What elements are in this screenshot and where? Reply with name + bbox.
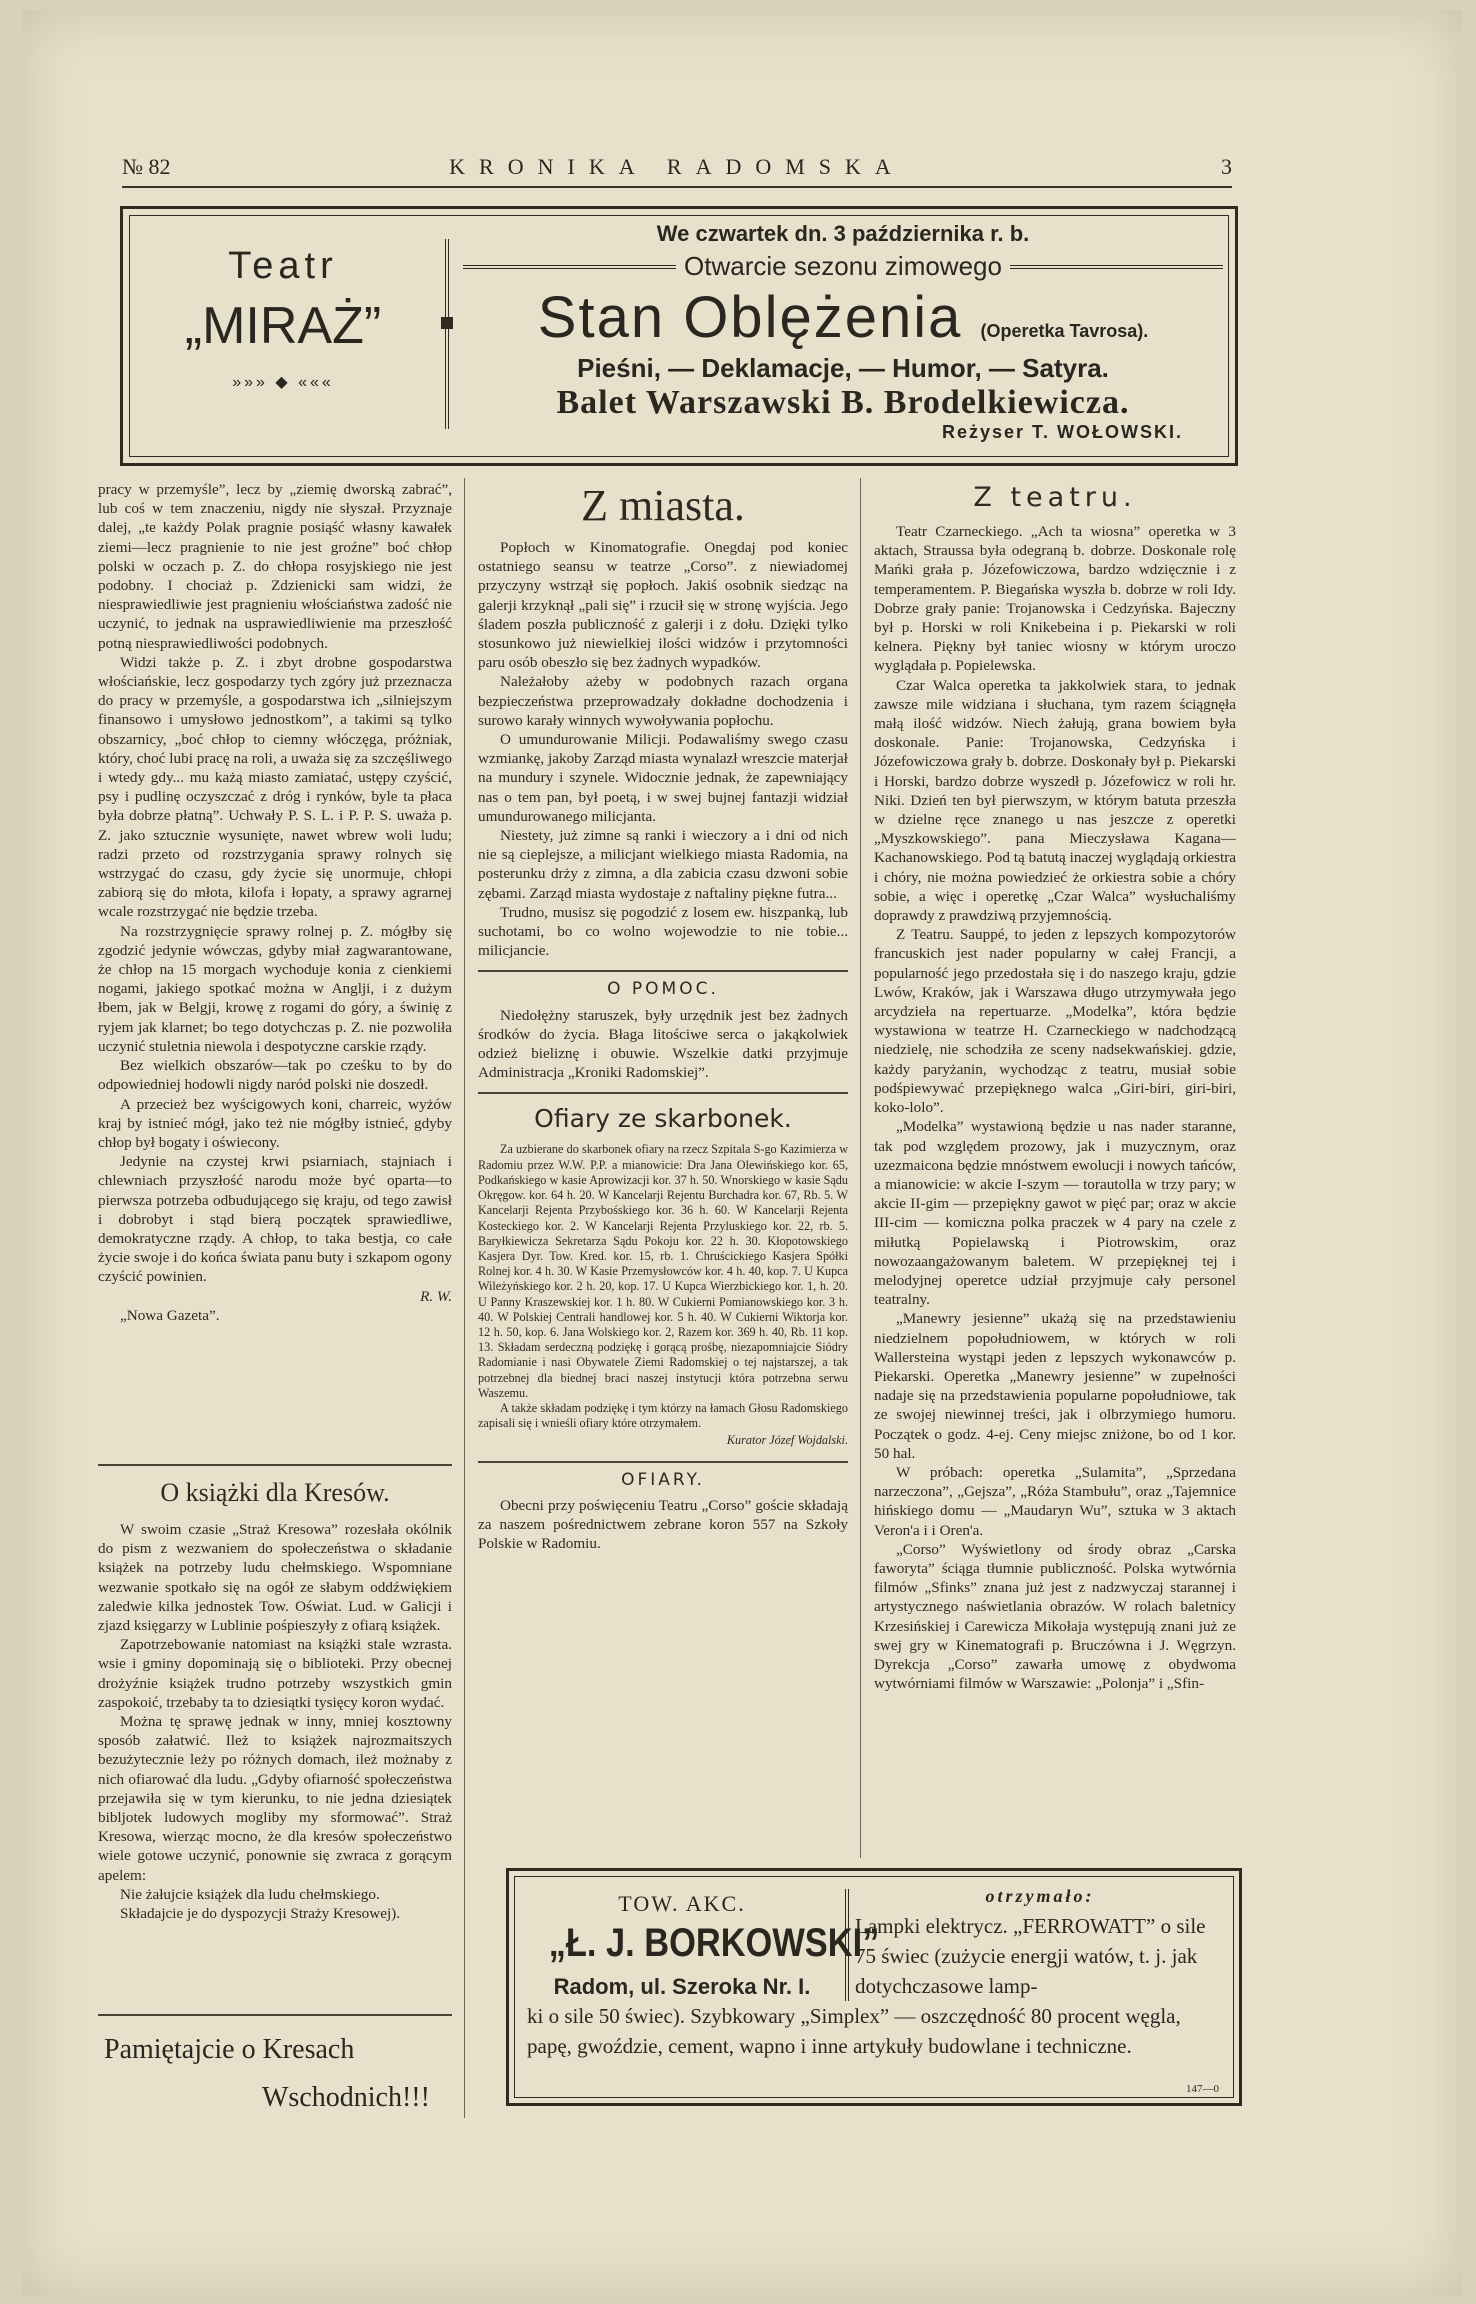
help-title: O POMOC. xyxy=(607,979,719,1000)
page-header xyxy=(122,150,1232,188)
paragraph: Z Teatru. Sauppé, to jeden z lepszych kompozytorów francuskich jest nader popularny w całej Francji, a popularność jego przedostała się i do naszego kraju, gdzie Lwów, Kraków, jak i Warszawa długo utrzymywała jego arcydzieła na repertuarze. „Modelka”, która będzie wystawiona w teatrze H. Czarneckiego w nadchodzącą niedzielę, nie schodziła ze sceny nadsekwańskiej. gdzie, każdy paryżanin, wychodząc z teatru, musiał sobie podśpiewywać przepięknego walca „Giri-biri, giri-biri, koko-lolo”. xyxy=(874,926,1236,1117)
ad-ballet: Balet Warszawski B. Brodelkiewicza. xyxy=(556,384,1130,421)
city-title: Z miasta. xyxy=(581,481,745,530)
ad-miraz-label: „MIRAŻ” xyxy=(184,297,382,355)
ad-teatr-label: Teatr xyxy=(228,245,338,287)
paragraph: Można tę sprawę jednak w inny, mniej kosztowny sposób załatwić. Ileż to książek najrozmaitszych bezużytecznie leży po różnych domach, ileż możnaby z nich ofiarować dla ludu. „Gdyby ofiarność społeczeństwa przejawiła się w tym kierunku, to nie jedna dziesiątek bibljotek ludowych mogliby my sformować”. Straż Kresowa, wierząc mocno, że dla kresów społeczeństwo wiele gotowe uczynić, ponownie się zwraca z gorącym apelem: xyxy=(98,1713,452,1884)
ad-director: Reżyser T. WOŁOWSKI. xyxy=(941,422,1183,442)
paragraph: W swoim czasie „Straż Kresowa” rozesłała okólnik do pism z wezwaniem do społeczeństwa o składanie książek na potrzeby ludu chełmskiego. Wspomniane wezwanie spotkało się na ogół ze słabym oddźwiękiem zaledwie kilka jednostek Tow. Oświat. Lud. w Galicji i zjazd księgarzy w Lublinie pośpieszyły z ofiarą książek. xyxy=(98,1521,452,1635)
ad-opening: Otwarcie sezonu zimowego xyxy=(684,251,1002,281)
borkowski-text-cont: ki o sile 50 świec). Szybkowary „Simplex” — oszczędność 80 procent węgla, papę, gwoździe, cement, wapno i inne artykuły budowlane i techniczne. xyxy=(527,2004,1181,2058)
paragraph: Na rozstrzygnięcie sprawy rolnej p. Z. mógłby się zgodzić jedynie wówczas, gdyby miał zagwarantowane, że chłop na 15 morgach wychoduje konia z cienkiemi nogami, jakiego spotkać można w Anglji, i z dużym łbem, jak w Belgji, krowę z rogami do góry, a świnię z ryjem jak klarnet; bo tego dotychczas p. Z. nie pozwoliła uczynić stuletnia niewola i despotyczne carskie rządy. xyxy=(98,922,452,1055)
closing-line-1: Pamiętajcie o Kresach xyxy=(104,2034,355,2065)
borkowski-name-block xyxy=(527,1891,880,2000)
divider xyxy=(98,2014,452,2016)
borkowski-text: Lampki elektrycz. „FERROWATT” o sile 75 świec (zużycie energji watów, t. j. jak dotychczasowe lamp- xyxy=(855,1914,1206,1998)
paragraph: Bez wielkich obszarów—tak po cześku to by do odpowiedniej hodowli nigdy naród polski nie doszedł. xyxy=(98,1057,452,1094)
ad-program xyxy=(463,221,1223,443)
paragraph: Obecni przy poświęceniu Teatru „Corso” goście składają za naszem pośrednictwem zebrane koron 557 na Szkoły Polskie w Radomiu. xyxy=(478,1496,848,1553)
paragraph: „Manewry jesienne” ukażą się na przedstawieniu niedzielnem popołudniowem, w których w roli Wallersteina wystąpi jeden z lepszych wykonawców p. Piekarski. Operetka „Manewry jesienne” w zupełności nadaje się na przedstawienia popularne popołudniowe, tak ze swojej niewinnej treści, jak i olbrzymiego humoru. Początek o godz. 4-ej. Ceny miejsc zniżone, bo od 1 kor. 50 hal. xyxy=(874,1310,1236,1462)
borkowski-received: otrzymało: xyxy=(985,1886,1095,1906)
ad-opening-row xyxy=(463,251,1223,282)
paragraph: Niestety, już zimne są ranki i wieczory a i dni od nich nie są cieplejsze, a milicjant wielkiego miasta Radomia, na posterunku drży z zimna, a dla zabicia czasu dzwoni sobie zębami. Zarząd miasta wydostaje z naftaliny piękne futra... xyxy=(478,827,848,902)
ad-program-line: Pieśni, — Deklamacje, — Humor, — Satyra. xyxy=(577,353,1109,383)
paragraph: A także składam podziękę i tym którzy na łamach Głosu Radomskiego zapisali się i wnieśli ofiary które otrzymałem. xyxy=(478,1400,848,1431)
borkowski-ad xyxy=(506,1868,1242,2106)
ad-divider-dot xyxy=(441,317,453,329)
paragraph: „Modelka” wystawioną będzie u nas nader staranne, tak pod względem prozowy, jak i muzycznym, oraz uzezmaicona będzie mnóstwem ewolucji i nowych tańców, a mianowicie: w akcie I-szym — torautolla w trzy pary; w akcie II-gim — przepiękny gawot w pięć par; oraz w akcie III-cim — komiczna polka praczek w 4 pary na czele z miłutką Popielawską i Piotrowskim, oraz nowozaangażowanym baletem. W przepięknej tej i melodyjnej operetce udział przyjmuje cały personel teatralny. xyxy=(874,1118,1236,1309)
paragraph: „Corso” Wyświetlony od środy obraz „Carska faworyta” ściąga tłumnie publiczność. Polska wytwórnia filmów „Sfinks” znana już jest z nadzwyczaj starannej i artystycznego naświetlania obrazów. W rolach baletnicy Krzesińskiej i Carewicza Mikołaja występują znani już ze swej gry w Kinematografi p. Bruczówna i J. Węgrzyn. Dyrekcja „Corso” zawarła umowę z obydwoma wytwórniami filmów w Warszawie: „Polonja” i „Sfin- xyxy=(874,1540,1236,1693)
paragraph: Widzi także p. Z. i zbyt drobne gospodarstwa włościańskie, lecz gospodarzy tych zgóry już przeznacza do pracy w przemyśle, a gospodarstwa ich „silniejszym finansowo i umysłowo jednostkom”, a takimi są tylko obszarnicy, „boć chłop to ciemny włóczęga, próżniak, który, choć lubi pracę na roli, a uważa się za szczęśliwego i wtedy gdy... mu każą miasto zamiatać, ustępy czyścić, psy i pudlinę oczyszczać z dróg i rynków, byle ta płaca była dobrze płatną”. Uchwały P. S. L. i P. P. S. uważa p. Z. jako sztucznie wysunięte, nawet wbrew woli ludu; radzi przeto od rozstrzygania sprawy rolnych się wstrzygać do czasu, gdy życie się unormuje, chłopi zabiorą się do młota, kilofa i łopaty, a sprawy agrarnej wcale rozstrzygać nie będzie trzeba. xyxy=(98,653,452,921)
ornament-icon: »»» ◆ ««« xyxy=(232,374,334,391)
paragraph: Za uzbierane do skarbonek ofiary na rzecz Szpitala S-go Kazimierza w Radomiu przez W.W. P.P. a mianowicie: Dra Jana Olewińskiego kor. 65, Podkańskiego w kasie Aprowizacji kor. 37 h. 50. Wnorskiego w kasie Sądu Okręgow. kor. 64 h. 20. W Kancelarji Rejentu Burchadra kor. 67, Rb. 5. W Kancelarji Rejenta Przybośskiego kor. 36 h. 60. W Kancelarji Rejenta Kosteckiego kor. 2. W Kancelarji Rejenta Przyluskiego kor. 22, rb. 5. Baryłkiewicza Sekretarza Sądu Pokoju kor. 22 h. 30. Kłopotowskiego Kasjera Dyr. Tow. Kred. kor. 15, rb. 1. Chruścickiego Kasjera Spółki Rolnej kor. 4 h. 30. W Kasie Przemysłowców kor. 4 h. 40, kop. 7. U Kupca Wileżyńskiego kor. 2 h. 20, kop. 17. U Kupca Wierzbickiego kor. 1, h. 20. U Panny Kraszewskiej kor. 1 h. 80. W Cukierni Pomianowskiego kor. 3 h. 40. W Polskiej Centrali handlowej kor. 5 h. 40. W Cukierni Wiktorja kor. 12 h. 50, kop. 6. Jana Wolskiego kor. 2, Razem kor. 369 h. 40, Rb. 11 kop. 13. Składam serdeczną podziękę i gorącą prośbę, niezapomniajcie Siódry Radomianie i nasi Obywatele Ziemi Radomskiej o tej najstarszej, a tak potrzebnej dla biednej braci naszej instytucji która potrzebna serwu Waszemu. xyxy=(478,1142,848,1400)
closing-line-2: Wschodnich!!! xyxy=(262,2082,430,2113)
ad-divider xyxy=(445,239,454,429)
column-1 xyxy=(98,480,452,1325)
books-title: O książki dla Kresów. xyxy=(160,1478,390,1507)
ad-code: 147—0 xyxy=(1186,2083,1219,2095)
paragraph: Składajcie je do dyspozycji Straży Kresowej). xyxy=(120,1905,401,1923)
paragraph: Niedołężny staruszek, były urzędnik jest bez żadnych środków do życia. Błaga litościwe serca o jakąkolwiek odzież bieliznę i obuwie. Wszelkie datki przyjmuje Administracja „Kroniki Radomskiej”. xyxy=(478,1006,848,1082)
ad-play-title: Stan Oblężenia xyxy=(537,285,963,350)
borkowski-right xyxy=(855,1881,1225,2001)
article-signature: R. W. xyxy=(420,1287,452,1305)
paragraph: Jedynie na czystej krwi psiarniach, stajniach i chlewniach przyszłość narodu może być oparta—to pierwsza potrzeba odbudującego się kraju, od tego zawisł i dobrobyt i stąd bierą początek sprawiedliwe, demokratyczne rządy. A chłop, to taka bestja, co całe życie swoje i do końca świata panu buty i szkapom ogony czyścić powinien. xyxy=(98,1153,452,1286)
ad-play-row xyxy=(463,284,1223,351)
books-article xyxy=(98,1476,452,1923)
paragraph: Teatr Czarneckiego. „Ach ta wiosna” operetka w 3 aktach, Straussa była odegraną b. dobrze. Doskonale rolę Mańki grała p. Józefowiczowa, bardzo wdzięcznie i z temperamentem. P. Biegańska wyszła b. dobrze w roli Idy. Dobrze grały panie: Trojanowska i Cedzyńska. Bajeczny był p. Horski w roli Knikebeina i p. Piekarski w roli kelnera. Piękny był taniec wiosny w którym uroczo wyglądała p. Popielewska. xyxy=(874,523,1236,675)
column-2 xyxy=(478,478,848,1553)
ad-divider xyxy=(845,1889,849,2001)
article-source: „Nowa Gazeta”. xyxy=(120,1306,220,1324)
column-3 xyxy=(874,480,1236,1693)
newspaper-page xyxy=(22,10,1462,2296)
paragraph: A przecież bez wyścigowych koni, charreic, wyżów kraj by istnieć mógł, jako też nie mógłby istnieć, gdyby chłop był bogaty i oświecony. xyxy=(98,1095,452,1151)
paragraph: Czar Walca operetka ta jakkolwiek stara, to jednak zawsze mile widziana i słuchana, tym razem ściągnęła małą ilość widzów. Niech żałują, grana bowiem była doskonale. Panie: Trojanowska, Cedzyńska i Józefowiczowa grały b. dobrze. Doskonały był p. Piekarski i Horski, bardzo dobrze wyszedł p. Józefowicz w roli hr. Niki. Dzień ten był pierwszym, w którym batuta przeszła w dzielne ręce znanego u nas jeszcze z operetki „Myszkowskiego”. pana Mieczysława Kagana—Kachanowskiego. Pod tą batutą inaczej wyglądają orkiestra i chóry, nie można powiedzieć że orkiestra sobie a chóry sobie, a więc i operetkę „Czar Walca” wysłuchaliśmy doprawdy z prawdziwą przyjemnością. xyxy=(874,676,1236,925)
ad-date: We czwartek dn. 3 października r. b. xyxy=(656,221,1030,246)
paragraph: O umundurowanie Milicji. Podawaliśmy swego czasu wzmiankę, jakoby Zarząd miasta wynalazł wreszcie materjał na mundury i szynele. Widocznie jednak, że zapewniający nas o tem pan, był poetą, i w swej bujnej fantazji widział umundurowanego milicjanta. xyxy=(478,731,848,825)
paragraph: Nie żałujcie książek dla ludu chełmskiego. xyxy=(120,1885,380,1903)
boxes-title: Ofiary ze skarbonek. xyxy=(534,1104,792,1134)
paragraph: W próbach: operetka „Sulamita”, „Sprzedana narzeczona”, „Gejsza”, „Róża Stambułu”, oraz „Tajemnice hińskiego domu — „Maudaryn Wu”, sztuka w 3 aktach Veron'a i i Oren'a. xyxy=(874,1463,1236,1539)
gifts-title: OFIARY. xyxy=(621,1469,705,1490)
paragraph: Popłoch w Kinomatografie. Onegdaj pod koniec ostatniego seansu w teatrze „Corso”. z niewiadomej przyczyny wstrzął się popłoch. Jakiś osobnik siedząc na galerji krzyknął „pali się” i rzucił się w stronę wyjścia. Jego śladem poszła publiczność z galerji i z dołu. Dzięki tylko stosunkowo już niewielkiej ilości widzów i przytomności paru osób obeszło się bez żadnych wypadków. xyxy=(478,539,848,672)
theatre-title: Z teatru. xyxy=(973,482,1137,513)
ad-play-note: (Operetka Tavrosa). xyxy=(980,321,1149,341)
paragraph: Zapotrzebowanie natomiast na książki stale wzrasta. wsie i gminy dopominają się o biblioteki. Przy obecnej drożyźnie książek trudno potrzeby wszystkich gmin zaspokoić, trzebaby ta to dziesiątki tysięcy koron wydać. xyxy=(98,1636,452,1711)
article-signature: Kurator Józef Wojdalski. xyxy=(726,1433,848,1448)
column-rule xyxy=(860,478,861,1858)
masthead-title: KRONIKA RADOMSKA xyxy=(449,154,905,179)
page-number: 3 xyxy=(1221,154,1232,179)
borkowski-address: Radom, ul. Szeroka Nr. I. xyxy=(553,1974,811,1999)
paragraph: Należałoby ażeby w podobnych razach organa bezpieczeństwa przeprowadzały dokładne dochodzenia i surowo karały winnych wywoływania popłochu. xyxy=(478,673,848,729)
paragraph: Trudno, musisz się pogodzić z losem ew. hiszpanką, lub suchotami, bo co wolno wojewodzie to nie tobie... milicjancie. xyxy=(478,903,848,960)
paragraph: pracy w przemyśle”, lecz by „ziemię dworską zabrać”, lub coś w tem znaczeniu, nigdy nie słyszał. Przyznaje dalej, „te każdy Polak pragnie posiąść własny kawałek ziemi—lecz pragnienie to nie jest groźne” boć chłop polski w oczach p. Z. do chłopa rosyjskiego nie jest podobny. I chociaż p. Zdzienicki sam widzi, że niesprawiedliwie jest pragnieniu włościaństwa zadość nie uczynić, to jednak na usprawiedliwienie ma przeszłość potną niesprawiedliwości podobnych. xyxy=(98,481,452,652)
ad-theatre-name xyxy=(133,245,433,392)
borkowski-name: „Ł. J. BORKOWSKI” xyxy=(548,1921,880,1965)
column-rule xyxy=(464,478,465,2118)
divider xyxy=(98,1464,452,1466)
issue-number: № 82 xyxy=(122,154,171,179)
miraz-theatre-ad xyxy=(120,206,1238,466)
borkowski-company: TOW. AKC. xyxy=(618,1891,746,1916)
